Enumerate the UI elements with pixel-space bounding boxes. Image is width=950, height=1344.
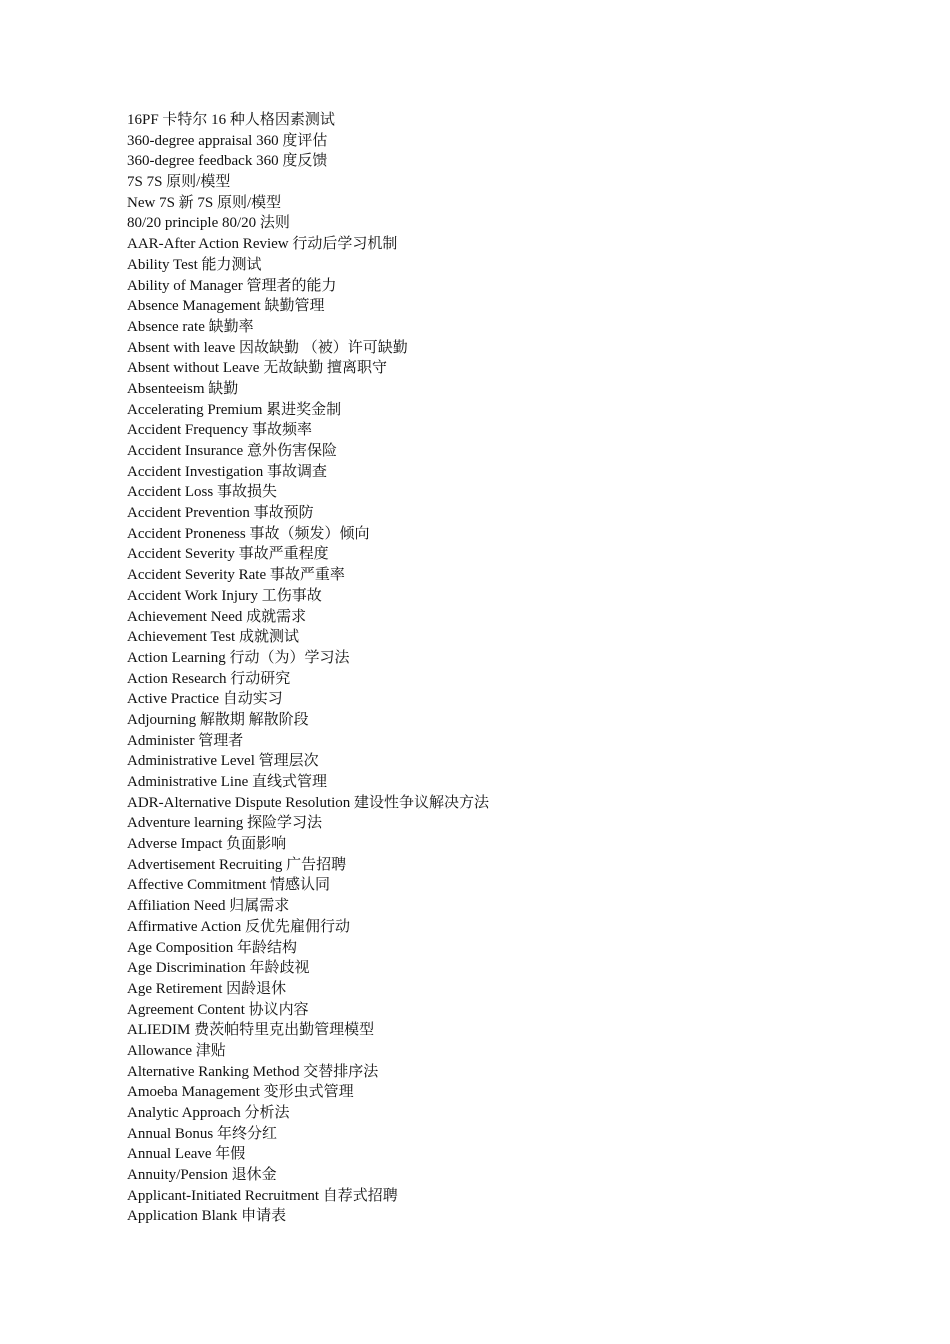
glossary-entry: Achievement Need 成就需求 bbox=[127, 608, 307, 625]
glossary-entry: Amoeba Management 变形虫式管理 bbox=[127, 1084, 354, 1101]
glossary-entry: ADR-Alternative Dispute Resolution 建设性争议解决方法 bbox=[127, 794, 490, 811]
glossary-entry: Advertisement Recruiting 广告招聘 bbox=[127, 856, 347, 873]
glossary-entry: Application Blank 申请表 bbox=[127, 1208, 287, 1225]
glossary-entry: Agreement Content 协议内容 bbox=[127, 1001, 309, 1018]
glossary-entry: Accident Loss 事故损失 bbox=[127, 484, 277, 501]
glossary-entry: Accident Severity 事故严重程度 bbox=[127, 546, 329, 563]
glossary-entry: Accident Work Injury 工伤事故 bbox=[127, 587, 322, 604]
glossary-entry: Annuity/Pension 退休金 bbox=[127, 1167, 277, 1184]
glossary-entry: Absent with leave 因故缺勤 （被）许可缺勤 bbox=[127, 339, 408, 356]
glossary-entry: Annual Bonus 年终分红 bbox=[127, 1125, 278, 1142]
glossary-entry: Accident Frequency 事故频率 bbox=[127, 422, 312, 439]
glossary-entry: Accident Proneness 事故（频发）倾向 bbox=[127, 525, 370, 542]
glossary-entry: Analytic Approach 分析法 bbox=[127, 1105, 290, 1121]
glossary-entry: Absent without Leave 无故缺勤 擅离职守 bbox=[127, 360, 387, 377]
glossary-entry: Adverse Impact 负面影响 bbox=[127, 836, 287, 853]
glossary-entry: Applicant-Initiated Recruitment 自荐式招聘 bbox=[127, 1187, 398, 1204]
glossary-entry: 7S 7S 原则/模型 bbox=[127, 174, 231, 191]
glossary-entry: Absence rate 缺勤率 bbox=[127, 318, 254, 335]
glossary-entry: AAR-After Action Review 行动后学习机制 bbox=[127, 236, 398, 253]
glossary-entry: Action Learning 行动（为）学习法 bbox=[127, 649, 350, 666]
glossary-entry: Age Retirement 因龄退休 bbox=[127, 980, 287, 997]
glossary-entry: New 7S 新 7S 原则/模型 bbox=[127, 194, 282, 211]
glossary-entry: Alternative Ranking Method 交替排序法 bbox=[127, 1063, 379, 1080]
glossary-entry: Accident Prevention 事故预防 bbox=[127, 505, 314, 522]
glossary-entry: 80/20 principle 80/20 法则 bbox=[127, 215, 290, 232]
glossary-entry: Active Practice 自动实习 bbox=[127, 691, 283, 708]
glossary-entry: Action Research 行动研究 bbox=[127, 670, 291, 687]
glossary-entry: Accident Severity Rate 事故严重率 bbox=[127, 567, 345, 584]
glossary-entry: Age Composition 年龄结构 bbox=[127, 939, 298, 956]
glossary-entry: Adventure learning 探险学习法 bbox=[127, 815, 322, 832]
glossary-entry: Affirmative Action 反优先雇佣行动 bbox=[127, 918, 351, 935]
glossary-entry: Annual Leave 年假 bbox=[127, 1146, 246, 1163]
glossary-entry: Adjourning 解散期 解散阶段 bbox=[127, 711, 309, 728]
glossary-entry: Administer 管理者 bbox=[127, 732, 244, 749]
glossary-entry: Absence Management 缺勤管理 bbox=[127, 298, 325, 315]
glossary-entry: 16PF 卡特尔 16 种人格因素测试 bbox=[127, 112, 335, 128]
glossary-entry: Accident Investigation 事故调查 bbox=[127, 463, 327, 480]
glossary-entry: Absenteeism 缺勤 bbox=[127, 380, 239, 397]
glossary-entry: Accelerating Premium 累进奖金制 bbox=[127, 401, 342, 418]
glossary-entry: Ability Test 能力测试 bbox=[127, 256, 262, 273]
glossary-entry: Administrative Line 直线式管理 bbox=[127, 774, 327, 790]
glossary-entry: Age Discrimination 年龄歧视 bbox=[127, 960, 310, 977]
glossary-entry: Achievement Test 成就测试 bbox=[127, 629, 299, 646]
glossary-entry: Affective Commitment 情感认同 bbox=[127, 877, 331, 894]
glossary-entry: 360-degree appraisal 360 度评估 bbox=[127, 132, 328, 149]
glossary-entry: Allowance 津贴 bbox=[127, 1042, 226, 1059]
glossary-entry: ALIEDIM 费茨帕特里克出勤管理模型 bbox=[127, 1022, 375, 1039]
glossary-entry: Accident Insurance 意外伤害保险 bbox=[127, 443, 337, 459]
glossary-entry: 360-degree feedback 360 度反馈 bbox=[127, 153, 328, 170]
glossary-entry: Administrative Level 管理层次 bbox=[127, 753, 319, 770]
glossary-list bbox=[127, 110, 927, 1227]
glossary-entry: Ability of Manager 管理者的能力 bbox=[127, 277, 337, 294]
glossary-entry: Affiliation Need 归属需求 bbox=[127, 898, 290, 915]
